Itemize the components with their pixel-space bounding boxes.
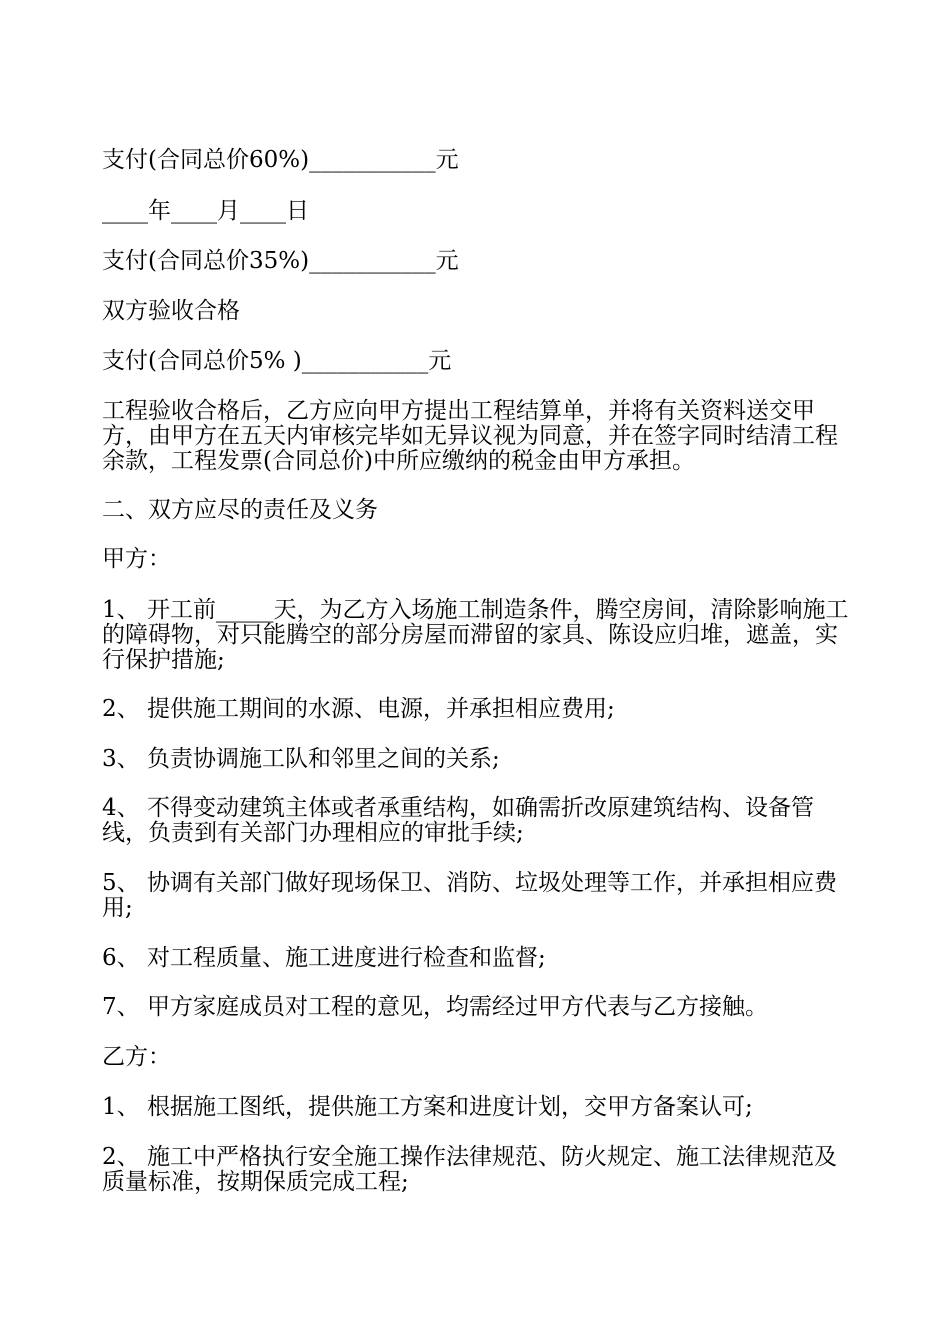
acceptance-line: 双方验收合格	[102, 298, 240, 324]
party-b-heading: 乙方：	[102, 1044, 171, 1070]
party-a-item-1: 1、 开工前_____天，为乙方入场施工制造条件，腾空房间，清除影响施工的障碍物，对只能腾空的部分房屋而滞留的家具、陈设应归堆，遮盖，实行保护措施;	[102, 597, 849, 673]
payment-35-line: 支付(合同总价35%)___________元	[102, 248, 459, 274]
party-a-item-4: 4、 不得变动建筑主体或者承重结构，如确需折改原建筑结构、设备管线，负责到有关部门办理相应的审批手续;	[102, 795, 814, 846]
party-a-heading: 甲方：	[102, 546, 171, 572]
party-a-item-3: 3、 负责协调施工队和邻里之间的关系;	[102, 746, 500, 772]
party-a-item-6: 6、 对工程质量、施工进度进行检查和监督;	[102, 945, 546, 971]
party-a-item-2: 2、 提供施工期间的水源、电源，并承担相应费用;	[102, 696, 615, 722]
date-line: ____年____月____日	[102, 198, 309, 224]
party-b-item-2: 2、 施工中严格执行安全施工操作法律规范、防火规定、施工法律规范及质量标准，按期保质完成工程;	[102, 1144, 837, 1195]
party-b-item-1: 1、 根据施工图纸，提供施工方案和进度计划，交甲方备案认可;	[102, 1094, 753, 1120]
payment-5-line: 支付(合同总价5% )___________元	[102, 348, 452, 374]
settlement-paragraph: 工程验收合格后，乙方应向甲方提出工程结算单，并将有关资料送交甲方，由甲方在五天内审核完毕如无异议视为同意，并在签字同时结清工程余款，工程发票(合同总价)中所应缴纳的税金由甲方承担。	[102, 398, 838, 474]
payment-60-line: 支付(合同总价60%)___________元	[102, 147, 459, 173]
party-a-item-7: 7、 甲方家庭成员对工程的意见，均需经过甲方代表与乙方接触。	[102, 994, 768, 1020]
section-heading-responsibilities: 二、双方应尽的责任及义务	[102, 497, 378, 523]
party-a-item-5: 5、 协调有关部门做好现场保卫、消防、垃圾处理等工作，并承担相应费用;	[102, 870, 837, 921]
